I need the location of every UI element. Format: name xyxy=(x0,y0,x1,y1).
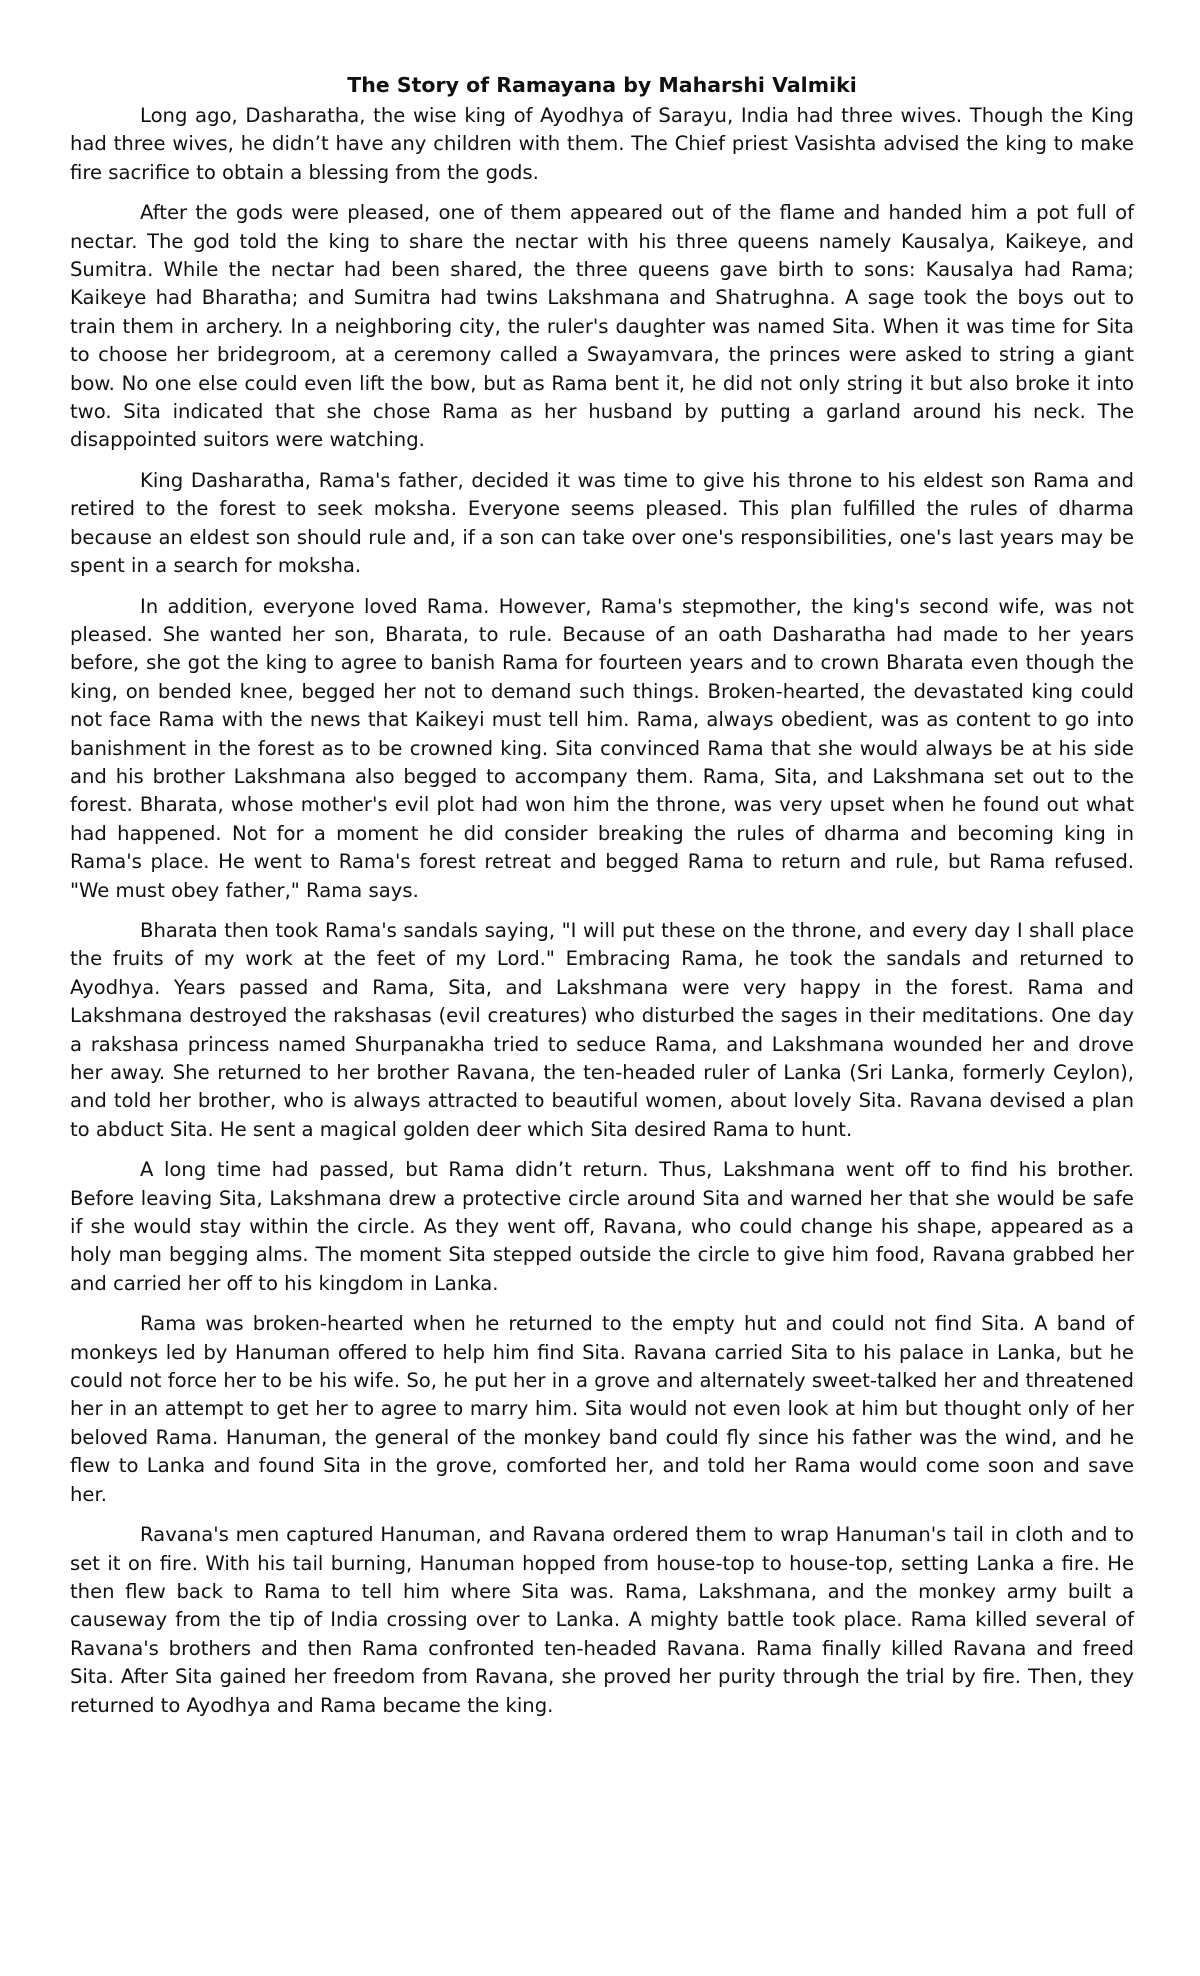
document-page xyxy=(70,70,1134,1732)
paragraph-3: King Dasharatha, Rama's father, decided it was time to give his throne to his eldest son Rama and retired to the forest to seek moksha. Everyone seems pleased. This plan fulfilled the rules of dharma because an eldest son should rule and, if a son can take over one's responsibilities, one's last years may be spent in a search for moksha. xyxy=(70,468,1134,578)
paragraph-7: Rama was broken-hearted when he returned to the empty hut and could not find Sita. A band of monkeys led by Hanuman offered to help him find Sita. Ravana carried Sita to his palace in Lanka, but he could not force her to be his wife. So, he put her in a grove and alternately sweet-talked her and threatened her in an attempt to get her to agree to marry him. Sita would not even look at him but thought only of her beloved Rama. Hanuman, the general of the monkey band could fly since his father was the wind, and he flew to Lanka and found Sita in the grove, comforted her, and told her Rama would come soon and save her. xyxy=(70,1312,1134,1506)
document-title: The Story of Ramayana by Maharshi Valmiki xyxy=(347,73,857,97)
paragraph-4: In addition, everyone loved Rama. However, Rama's stepmother, the king's second wife, was not pleased. She wanted her son, Bharata, to rule. Because of an oath Dasharatha had made to her years before, she got the king to agree to banish Rama for fourteen years and to crown Bharata even though the king, on bended knee, begged her not to demand such things. Broken-hearted, the devastated king could not face Rama with the news that Kaikeyi must tell him. Rama, always obedient, was as content to go into banishment in the forest as to be crowned king. Sita convinced Rama that she would always be at his side and his brother Lakshmana also begged to accompany them. Rama, Sita, and Lakshmana set out to the forest. Bharata, whose mother's evil plot had won him the throne, was very upset when he found out what had happened. Not for a moment he did consider breaking the rules of dharma and becoming king in Rama's place. He went to Rama's forest retreat and begged Rama to return and rule, but Rama refused. "We must obey father," Rama says. xyxy=(70,594,1134,902)
paragraph-1: Long ago, Dasharatha, the wise king of Ayodhya of Sarayu, India had three wives. Though the King had three wives, he didn’t have any children with them. The Chief priest Vasishta advised the king to make fire sacrifice to obtain a blessing from the gods. xyxy=(70,104,1134,184)
paragraph-2: After the gods were pleased, one of them appeared out of the flame and handed him a pot full of nectar. The god told the king to share the nectar with his three queens namely Kausalya, Kaikeye, and Sumitra. While the nectar had been shared, the three queens gave birth to sons: Kausalya had Rama; Kaikeye had Bharatha; and Sumitra had twins Lakshmana and Shatrughna. A sage took the boys out to train them in archery. In a neighboring city, the ruler's daughter was named Sita. When it was time for Sita to choose her bridegroom, at a ceremony called a Swayamvara, the princes were asked to string a giant bow. No one else could even lift the bow, but as Rama bent it, he did not only string it but also broke it into two. Sita indicated that she chose Rama as her husband by putting a garland around his neck. The disappointed suitors were watching. xyxy=(70,201,1134,452)
paragraph-5: Bharata then took Rama's sandals saying, "I will put these on the throne, and every day I shall place the fruits of my work at the feet of my Lord." Embracing Rama, he took the sandals and returned to Ayodhya. Years passed and Rama, Sita, and Lakshmana were very happy in the forest. Rama and Lakshmana destroyed the rakshasas (evil creatures) who disturbed the sages in their meditations. One day a rakshasa princess named Shurpanakha tried to seduce Rama, and Lakshmana wounded her and drove her away. She returned to her brother Ravana, the ten-headed ruler of Lanka (Sri Lanka, formerly Ceylon), and told her brother, who is always attracted to beautiful women, about lovely Sita. Ravana devised a plan to abduct Sita. He sent a magical golden deer which Sita desired Rama to hunt. xyxy=(70,918,1134,1141)
paragraph-8: Ravana's men captured Hanuman, and Ravana ordered them to wrap Hanuman's tail in cloth and to set it on fire. With his tail burning, Hanuman hopped from house-top to house-top, setting Lanka a fire. He then flew back to Rama to tell him where Sita was. Rama, Lakshmana, and the monkey army built a causeway from the tip of India crossing over to Lanka. A mighty battle took place. Rama killed several of Ravana's brothers and then Rama confronted ten-headed Ravana. Rama finally killed Ravana and freed Sita. After Sita gained her freedom from Ravana, she proved her purity through the trial by fire. Then, they returned to Ayodhya and Rama became the king. xyxy=(70,1523,1134,1717)
paragraph-6: A long time had passed, but Rama didn’t return. Thus, Lakshmana went off to find his brother. Before leaving Sita, Lakshmana drew a protective circle around Sita and warned her that she would be safe if she would stay within the circle. As they went off, Ravana, who could change his shape, appeared as a holy man begging alms. The moment Sita stepped outside the circle to give him food, Ravana grabbed her and carried her off to his kingdom in Lanka. xyxy=(70,1158,1134,1295)
